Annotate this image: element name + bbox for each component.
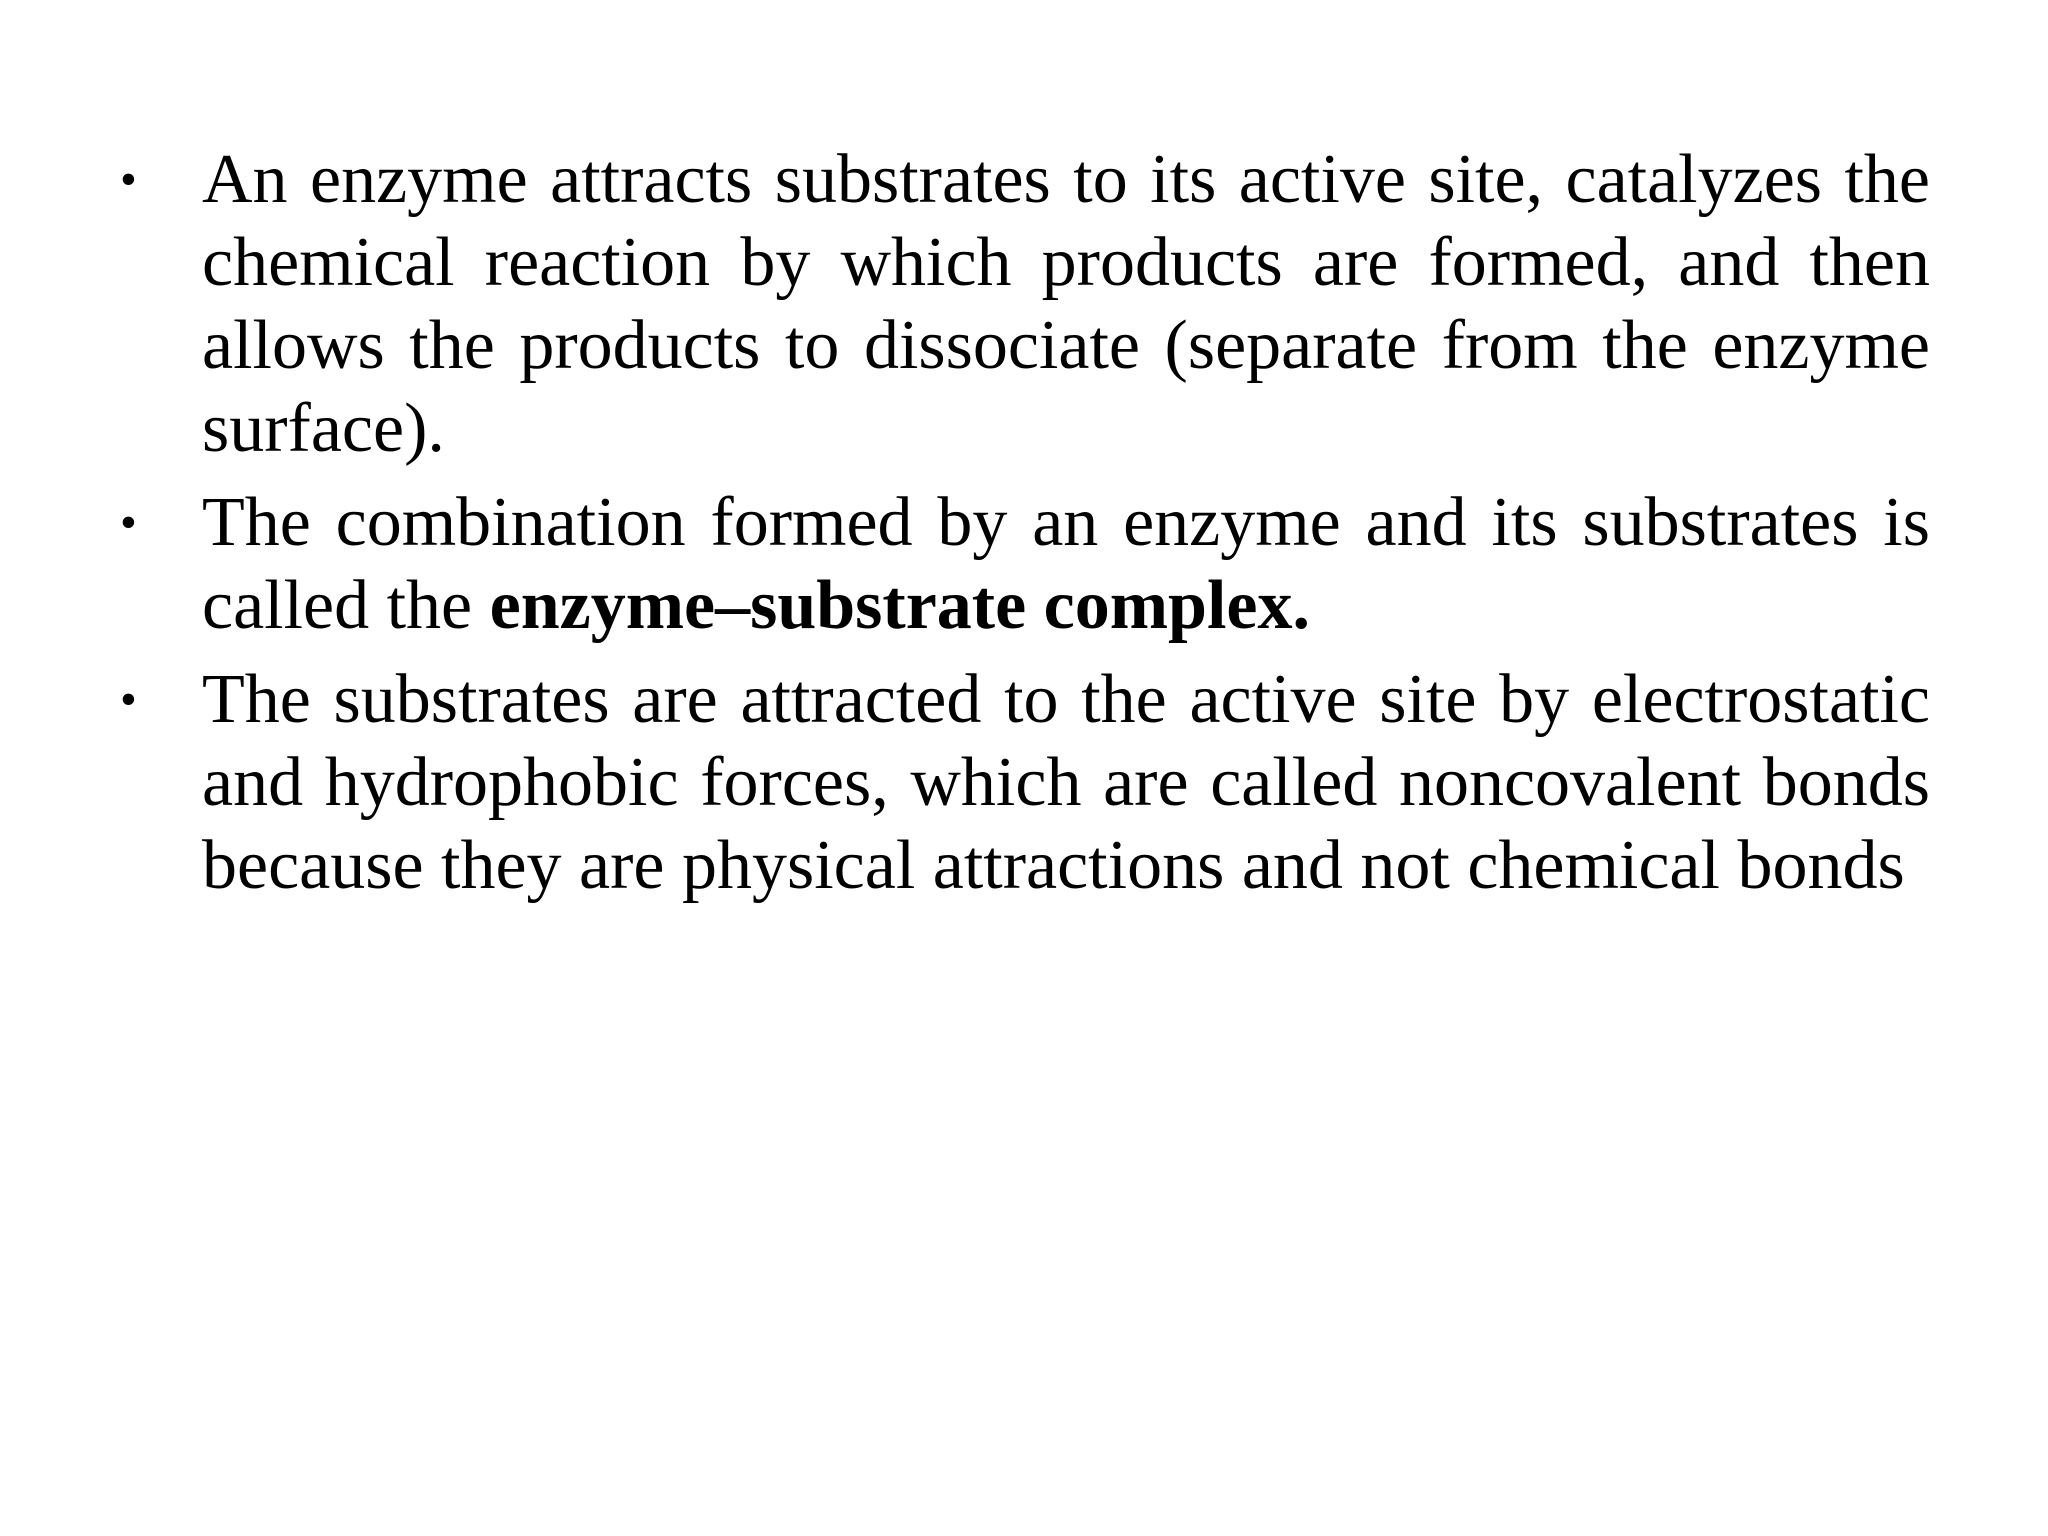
bullet-item-enzyme-catalysis bbox=[120, 138, 1930, 470]
bullet-text: An enzyme attracts substrates to its active site, catalyzes the chemical reaction by which products are formed, and then allows the products to dissociate (separate from the enzyme surface). bbox=[202, 141, 1930, 467]
bullet-list bbox=[120, 138, 1930, 918]
bullet-item-noncovalent-bonds bbox=[120, 658, 1930, 907]
bullet-icon: • bbox=[120, 153, 137, 206]
bold-term: enzyme–substrate complex. bbox=[489, 567, 1311, 644]
bullet-text: The combination formed by an enzyme and its substrates is called the bbox=[202, 484, 1930, 644]
bullet-item-enzyme-substrate-complex bbox=[120, 481, 1930, 647]
bullet-icon: • bbox=[120, 673, 137, 726]
bullet-icon: • bbox=[120, 496, 137, 549]
bullet-text: The substrates are attracted to the active site by electrostatic and hydrophobic forces, which are called noncovalent bonds because they are physical attractions and not chemical bonds bbox=[202, 661, 1930, 904]
